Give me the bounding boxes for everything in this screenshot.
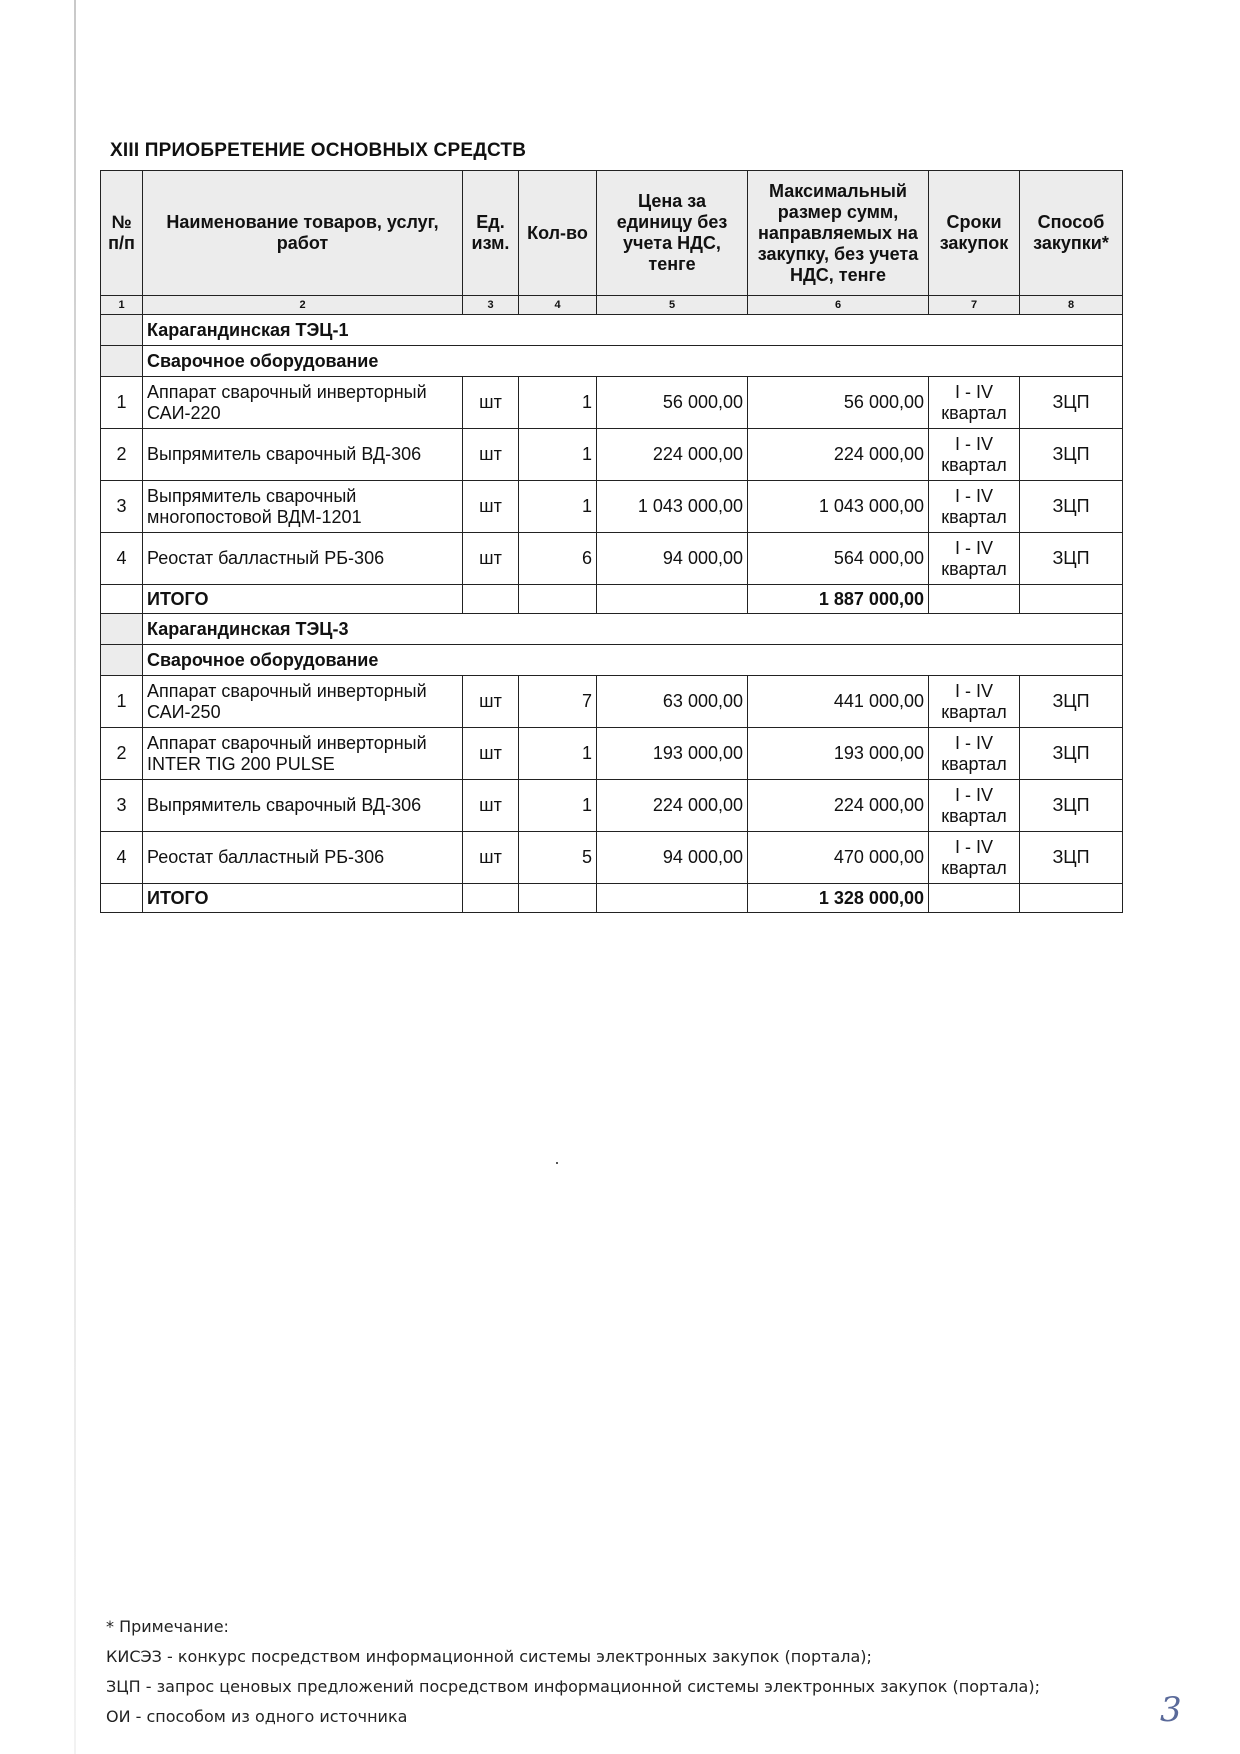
item-total: 564 000,00 bbox=[748, 533, 929, 585]
total-value: 1 887 000,00 bbox=[748, 585, 929, 614]
total-label: ИТОГО bbox=[143, 585, 463, 614]
item-number: 2 bbox=[101, 728, 143, 780]
item-method: ЗЦП bbox=[1020, 728, 1123, 780]
group-spacer bbox=[101, 315, 143, 346]
category-name: Сварочное оборудование bbox=[143, 645, 1123, 676]
item-total: 224 000,00 bbox=[748, 429, 929, 481]
header-cell: Кол-во bbox=[519, 171, 597, 296]
item-unit: шт bbox=[463, 728, 519, 780]
table-row bbox=[101, 533, 1123, 585]
item-method: ЗЦП bbox=[1020, 832, 1123, 884]
item-total: 441 000,00 bbox=[748, 676, 929, 728]
total-value: 1 328 000,00 bbox=[748, 884, 929, 913]
item-method: ЗЦП bbox=[1020, 429, 1123, 481]
footnote-title: * Примечание: bbox=[106, 1617, 229, 1636]
footnote-line: ОИ - способом из одного источника bbox=[106, 1707, 408, 1726]
item-method: ЗЦП bbox=[1020, 481, 1123, 533]
group-spacer bbox=[101, 645, 143, 676]
item-unit: шт bbox=[463, 676, 519, 728]
item-method: ЗЦП bbox=[1020, 533, 1123, 585]
item-method: ЗЦП bbox=[1020, 377, 1123, 429]
total-label: ИТОГО bbox=[143, 884, 463, 913]
item-method: ЗЦП bbox=[1020, 780, 1123, 832]
item-name: Аппарат сварочный инверторный INTER TIG 200 PULSE bbox=[143, 728, 463, 780]
item-price: 193 000,00 bbox=[597, 728, 748, 780]
item-name: Выпрямитель сварочный ВД-306 bbox=[143, 429, 463, 481]
item-name: Выпрямитель сварочный ВД-306 bbox=[143, 780, 463, 832]
item-price: 224 000,00 bbox=[597, 429, 748, 481]
total-spacer bbox=[1020, 585, 1123, 614]
category-name: Сварочное оборудование bbox=[143, 346, 1123, 377]
column-number: 6 bbox=[748, 296, 929, 315]
page-number: 3 bbox=[1160, 1690, 1182, 1730]
table-row bbox=[101, 832, 1123, 884]
plant-row bbox=[101, 614, 1123, 645]
item-price: 94 000,00 bbox=[597, 533, 748, 585]
column-number: 5 bbox=[597, 296, 748, 315]
item-term: I - IV квартал bbox=[929, 780, 1020, 832]
table-row bbox=[101, 780, 1123, 832]
footnote-line: КИСЭЗ - конкурс посредством информационной системы электронных закупок (портала); bbox=[106, 1647, 872, 1666]
item-price: 94 000,00 bbox=[597, 832, 748, 884]
category-row bbox=[101, 645, 1123, 676]
item-term: I - IV квартал bbox=[929, 481, 1020, 533]
item-term: I - IV квартал bbox=[929, 533, 1020, 585]
item-number: 3 bbox=[101, 780, 143, 832]
item-price: 224 000,00 bbox=[597, 780, 748, 832]
item-quantity: 5 bbox=[519, 832, 597, 884]
group-spacer bbox=[101, 346, 143, 377]
item-term: I - IV квартал bbox=[929, 429, 1020, 481]
item-unit: шт bbox=[463, 832, 519, 884]
plant-name: Карагандинская ТЭЦ-3 bbox=[143, 614, 1123, 645]
table-row bbox=[101, 377, 1123, 429]
total-spacer bbox=[101, 585, 143, 614]
section-title: XIII ПРИОБРЕТЕНИЕ ОСНОВНЫХ СРЕДСТВ bbox=[110, 140, 527, 161]
item-name: Реостат балластный РБ-306 bbox=[143, 533, 463, 585]
item-unit: шт bbox=[463, 780, 519, 832]
header-cell: Способ закупки* bbox=[1020, 171, 1123, 296]
item-quantity: 6 bbox=[519, 533, 597, 585]
header-cell: Ед. изм. bbox=[463, 171, 519, 296]
item-number: 4 bbox=[101, 832, 143, 884]
item-name: Аппарат сварочный инверторный САИ-250 bbox=[143, 676, 463, 728]
item-total: 470 000,00 bbox=[748, 832, 929, 884]
header-cell: Максимальный размер сумм, направляемых на закупку, без учета НДС, тенге bbox=[748, 171, 929, 296]
group-spacer bbox=[101, 614, 143, 645]
item-name: Выпрямитель сварочный многопостовой ВДМ-1201 bbox=[143, 481, 463, 533]
total-spacer bbox=[929, 585, 1020, 614]
scan-edge-shadow bbox=[74, 0, 76, 1754]
item-quantity: 1 bbox=[519, 780, 597, 832]
column-number: 7 bbox=[929, 296, 1020, 315]
table-row bbox=[101, 676, 1123, 728]
item-name: Аппарат сварочный инверторный САИ-220 bbox=[143, 377, 463, 429]
item-quantity: 1 bbox=[519, 377, 597, 429]
total-spacer bbox=[597, 884, 748, 913]
plant-row bbox=[101, 315, 1123, 346]
column-number: 2 bbox=[143, 296, 463, 315]
item-price: 56 000,00 bbox=[597, 377, 748, 429]
total-row bbox=[101, 585, 1123, 614]
plant-name: Карагандинская ТЭЦ-1 bbox=[143, 315, 1123, 346]
item-number: 1 bbox=[101, 676, 143, 728]
item-total: 224 000,00 bbox=[748, 780, 929, 832]
total-spacer bbox=[1020, 884, 1123, 913]
item-total: 56 000,00 bbox=[748, 377, 929, 429]
header-cell: № п/п bbox=[101, 171, 143, 296]
item-quantity: 1 bbox=[519, 481, 597, 533]
item-price: 1 043 000,00 bbox=[597, 481, 748, 533]
column-number-row bbox=[101, 296, 1123, 315]
item-number: 2 bbox=[101, 429, 143, 481]
total-spacer bbox=[101, 884, 143, 913]
item-term: I - IV квартал bbox=[929, 676, 1020, 728]
item-method: ЗЦП bbox=[1020, 676, 1123, 728]
total-spacer bbox=[463, 585, 519, 614]
footnote-line: ЗЦП - запрос ценовых предложений посредством информационной системы электронных закупок (портала); bbox=[106, 1677, 1040, 1696]
header-row bbox=[101, 171, 1123, 296]
item-unit: шт bbox=[463, 481, 519, 533]
total-spacer bbox=[463, 884, 519, 913]
item-term: I - IV квартал bbox=[929, 832, 1020, 884]
footnote bbox=[106, 1612, 1040, 1732]
column-number: 4 bbox=[519, 296, 597, 315]
total-row bbox=[101, 884, 1123, 913]
total-spacer bbox=[519, 585, 597, 614]
item-number: 1 bbox=[101, 377, 143, 429]
column-number: 1 bbox=[101, 296, 143, 315]
total-spacer bbox=[597, 585, 748, 614]
item-quantity: 1 bbox=[519, 429, 597, 481]
item-total: 193 000,00 bbox=[748, 728, 929, 780]
table-row bbox=[101, 429, 1123, 481]
total-spacer bbox=[519, 884, 597, 913]
item-term: I - IV квартал bbox=[929, 377, 1020, 429]
item-quantity: 7 bbox=[519, 676, 597, 728]
item-price: 63 000,00 bbox=[597, 676, 748, 728]
item-unit: шт bbox=[463, 377, 519, 429]
item-number: 3 bbox=[101, 481, 143, 533]
table-row bbox=[101, 481, 1123, 533]
total-spacer bbox=[929, 884, 1020, 913]
header-cell: Наименование товаров, услуг, работ bbox=[143, 171, 463, 296]
header-cell: Сроки закупок bbox=[929, 171, 1020, 296]
item-number: 4 bbox=[101, 533, 143, 585]
scan-speck bbox=[556, 1162, 558, 1164]
item-unit: шт bbox=[463, 429, 519, 481]
category-row bbox=[101, 346, 1123, 377]
table-row bbox=[101, 728, 1123, 780]
item-total: 1 043 000,00 bbox=[748, 481, 929, 533]
procurement-table bbox=[100, 170, 1123, 913]
column-number: 8 bbox=[1020, 296, 1123, 315]
item-name: Реостат балластный РБ-306 bbox=[143, 832, 463, 884]
item-quantity: 1 bbox=[519, 728, 597, 780]
item-term: I - IV квартал bbox=[929, 728, 1020, 780]
header-cell: Цена за единицу без учета НДС, тенге bbox=[597, 171, 748, 296]
item-unit: шт bbox=[463, 533, 519, 585]
column-number: 3 bbox=[463, 296, 519, 315]
